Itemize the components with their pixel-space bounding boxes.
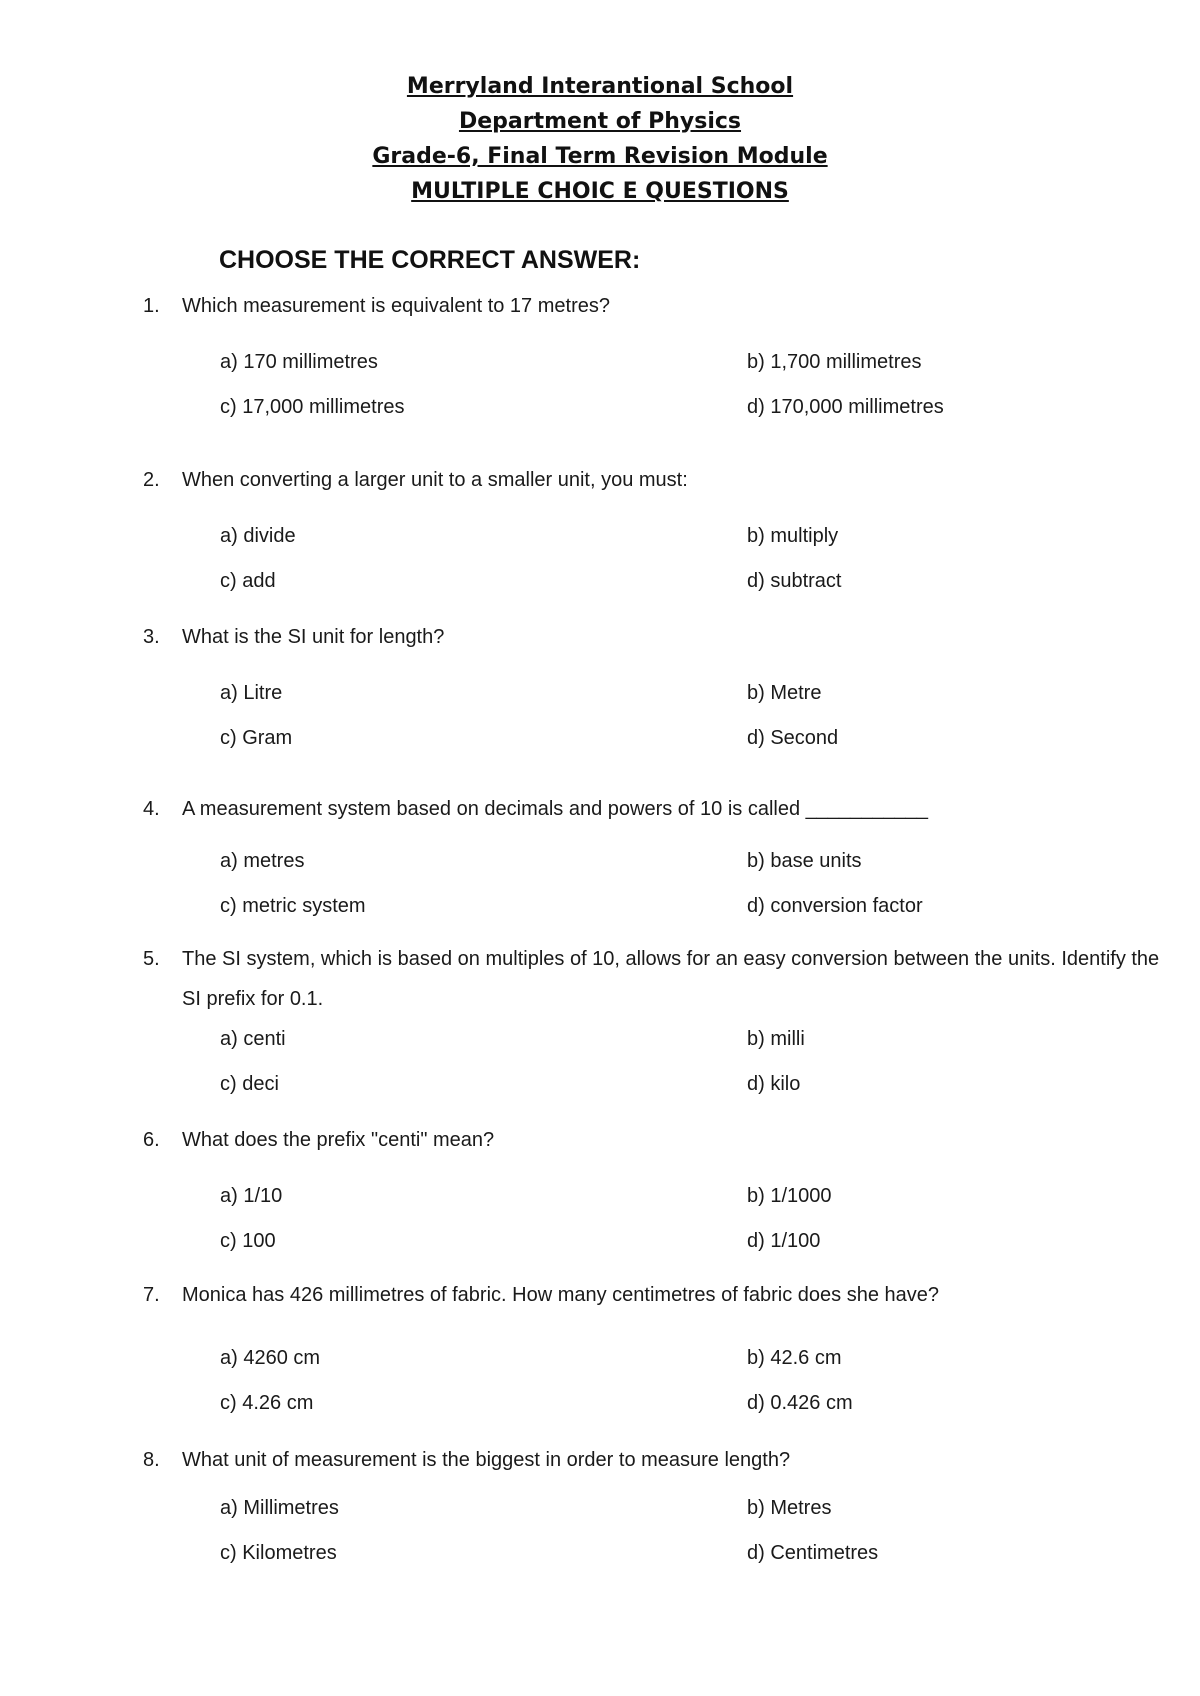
module-title: Grade-6, Final Term Revision Module (372, 144, 828, 169)
option-a[interactable]: a) centi (220, 1028, 286, 1050)
option-b[interactable]: b) Metres (747, 1497, 832, 1519)
option-b[interactable]: b) 42.6 cm (747, 1347, 842, 1369)
question-text: Monica has 426 millimetres of fabric. How many centimetres of fabric does she have? (182, 1284, 940, 1306)
instruction-heading: CHOOSE THE CORRECT ANSWER: (219, 246, 641, 274)
option-a[interactable]: a) Millimetres (220, 1497, 339, 1519)
option-d[interactable]: d) kilo (747, 1073, 801, 1095)
question-text: When converting a larger unit to a smaller unit, you must: (182, 469, 688, 491)
section-title: MULTIPLE CHOIC E QUESTIONS (411, 179, 789, 204)
question-number: 3. (143, 626, 160, 648)
option-c[interactable]: c) 100 (220, 1230, 276, 1252)
option-d[interactable]: d) subtract (747, 570, 842, 592)
option-c[interactable]: c) add (220, 570, 276, 592)
question-number: 5. (143, 948, 160, 970)
option-a[interactable]: a) Litre (220, 682, 283, 704)
question-text: What is the SI unit for length? (182, 626, 445, 648)
question-text: The SI system, which is based on multiples of 10, allows for an easy conversion between the units. Identify the SI prefix for 0.1. (182, 948, 1160, 1010)
option-d[interactable]: d) 1/100 (747, 1230, 821, 1252)
question-number: 1. (143, 295, 160, 317)
question-number: 8. (143, 1449, 160, 1471)
question-text: Which measurement is equivalent to 17 metres? (182, 295, 610, 317)
option-c[interactable]: c) Gram (220, 727, 293, 749)
school-name: Merryland Interantional School (406, 74, 794, 99)
question-number: 7. (143, 1284, 160, 1306)
option-d[interactable]: d) conversion factor (747, 895, 923, 917)
question-number: 2. (143, 469, 160, 491)
option-c[interactable]: c) Kilometres (220, 1542, 337, 1564)
option-a[interactable]: a) divide (220, 525, 296, 547)
option-b[interactable]: b) base units (747, 850, 862, 872)
option-d[interactable]: d) Centimetres (747, 1542, 879, 1564)
option-b[interactable]: b) multiply (747, 525, 839, 547)
option-a[interactable]: a) 170 millimetres (220, 351, 378, 373)
question-number: 6. (143, 1129, 160, 1151)
option-d[interactable]: d) Second (747, 727, 839, 749)
question-text: What unit of measurement is the biggest in order to measure length? (182, 1449, 791, 1471)
option-a[interactable]: a) 4260 cm (220, 1347, 321, 1369)
option-c[interactable]: c) 4.26 cm (220, 1392, 314, 1414)
option-c[interactable]: c) metric system (220, 895, 366, 917)
option-b[interactable]: b) 1/1000 (747, 1185, 832, 1207)
option-b[interactable]: b) milli (747, 1028, 805, 1050)
option-d[interactable]: d) 0.426 cm (747, 1392, 853, 1414)
option-a[interactable]: a) 1/10 (220, 1185, 283, 1207)
question-text: What does the prefix "centi" mean? (182, 1129, 495, 1151)
question-text: A measurement system based on decimals and powers of 10 is called ___________ (182, 798, 929, 820)
option-d[interactable]: d) 170,000 millimetres (747, 396, 944, 418)
option-b[interactable]: b) 1,700 millimetres (747, 351, 922, 373)
option-a[interactable]: a) metres (220, 850, 305, 872)
question-number: 4. (143, 798, 160, 820)
option-c[interactable]: c) 17,000 millimetres (220, 396, 405, 418)
department-name: Department of Physics (458, 109, 742, 134)
option-b[interactable]: b) Metre (747, 682, 822, 704)
option-c[interactable]: c) deci (220, 1073, 279, 1095)
